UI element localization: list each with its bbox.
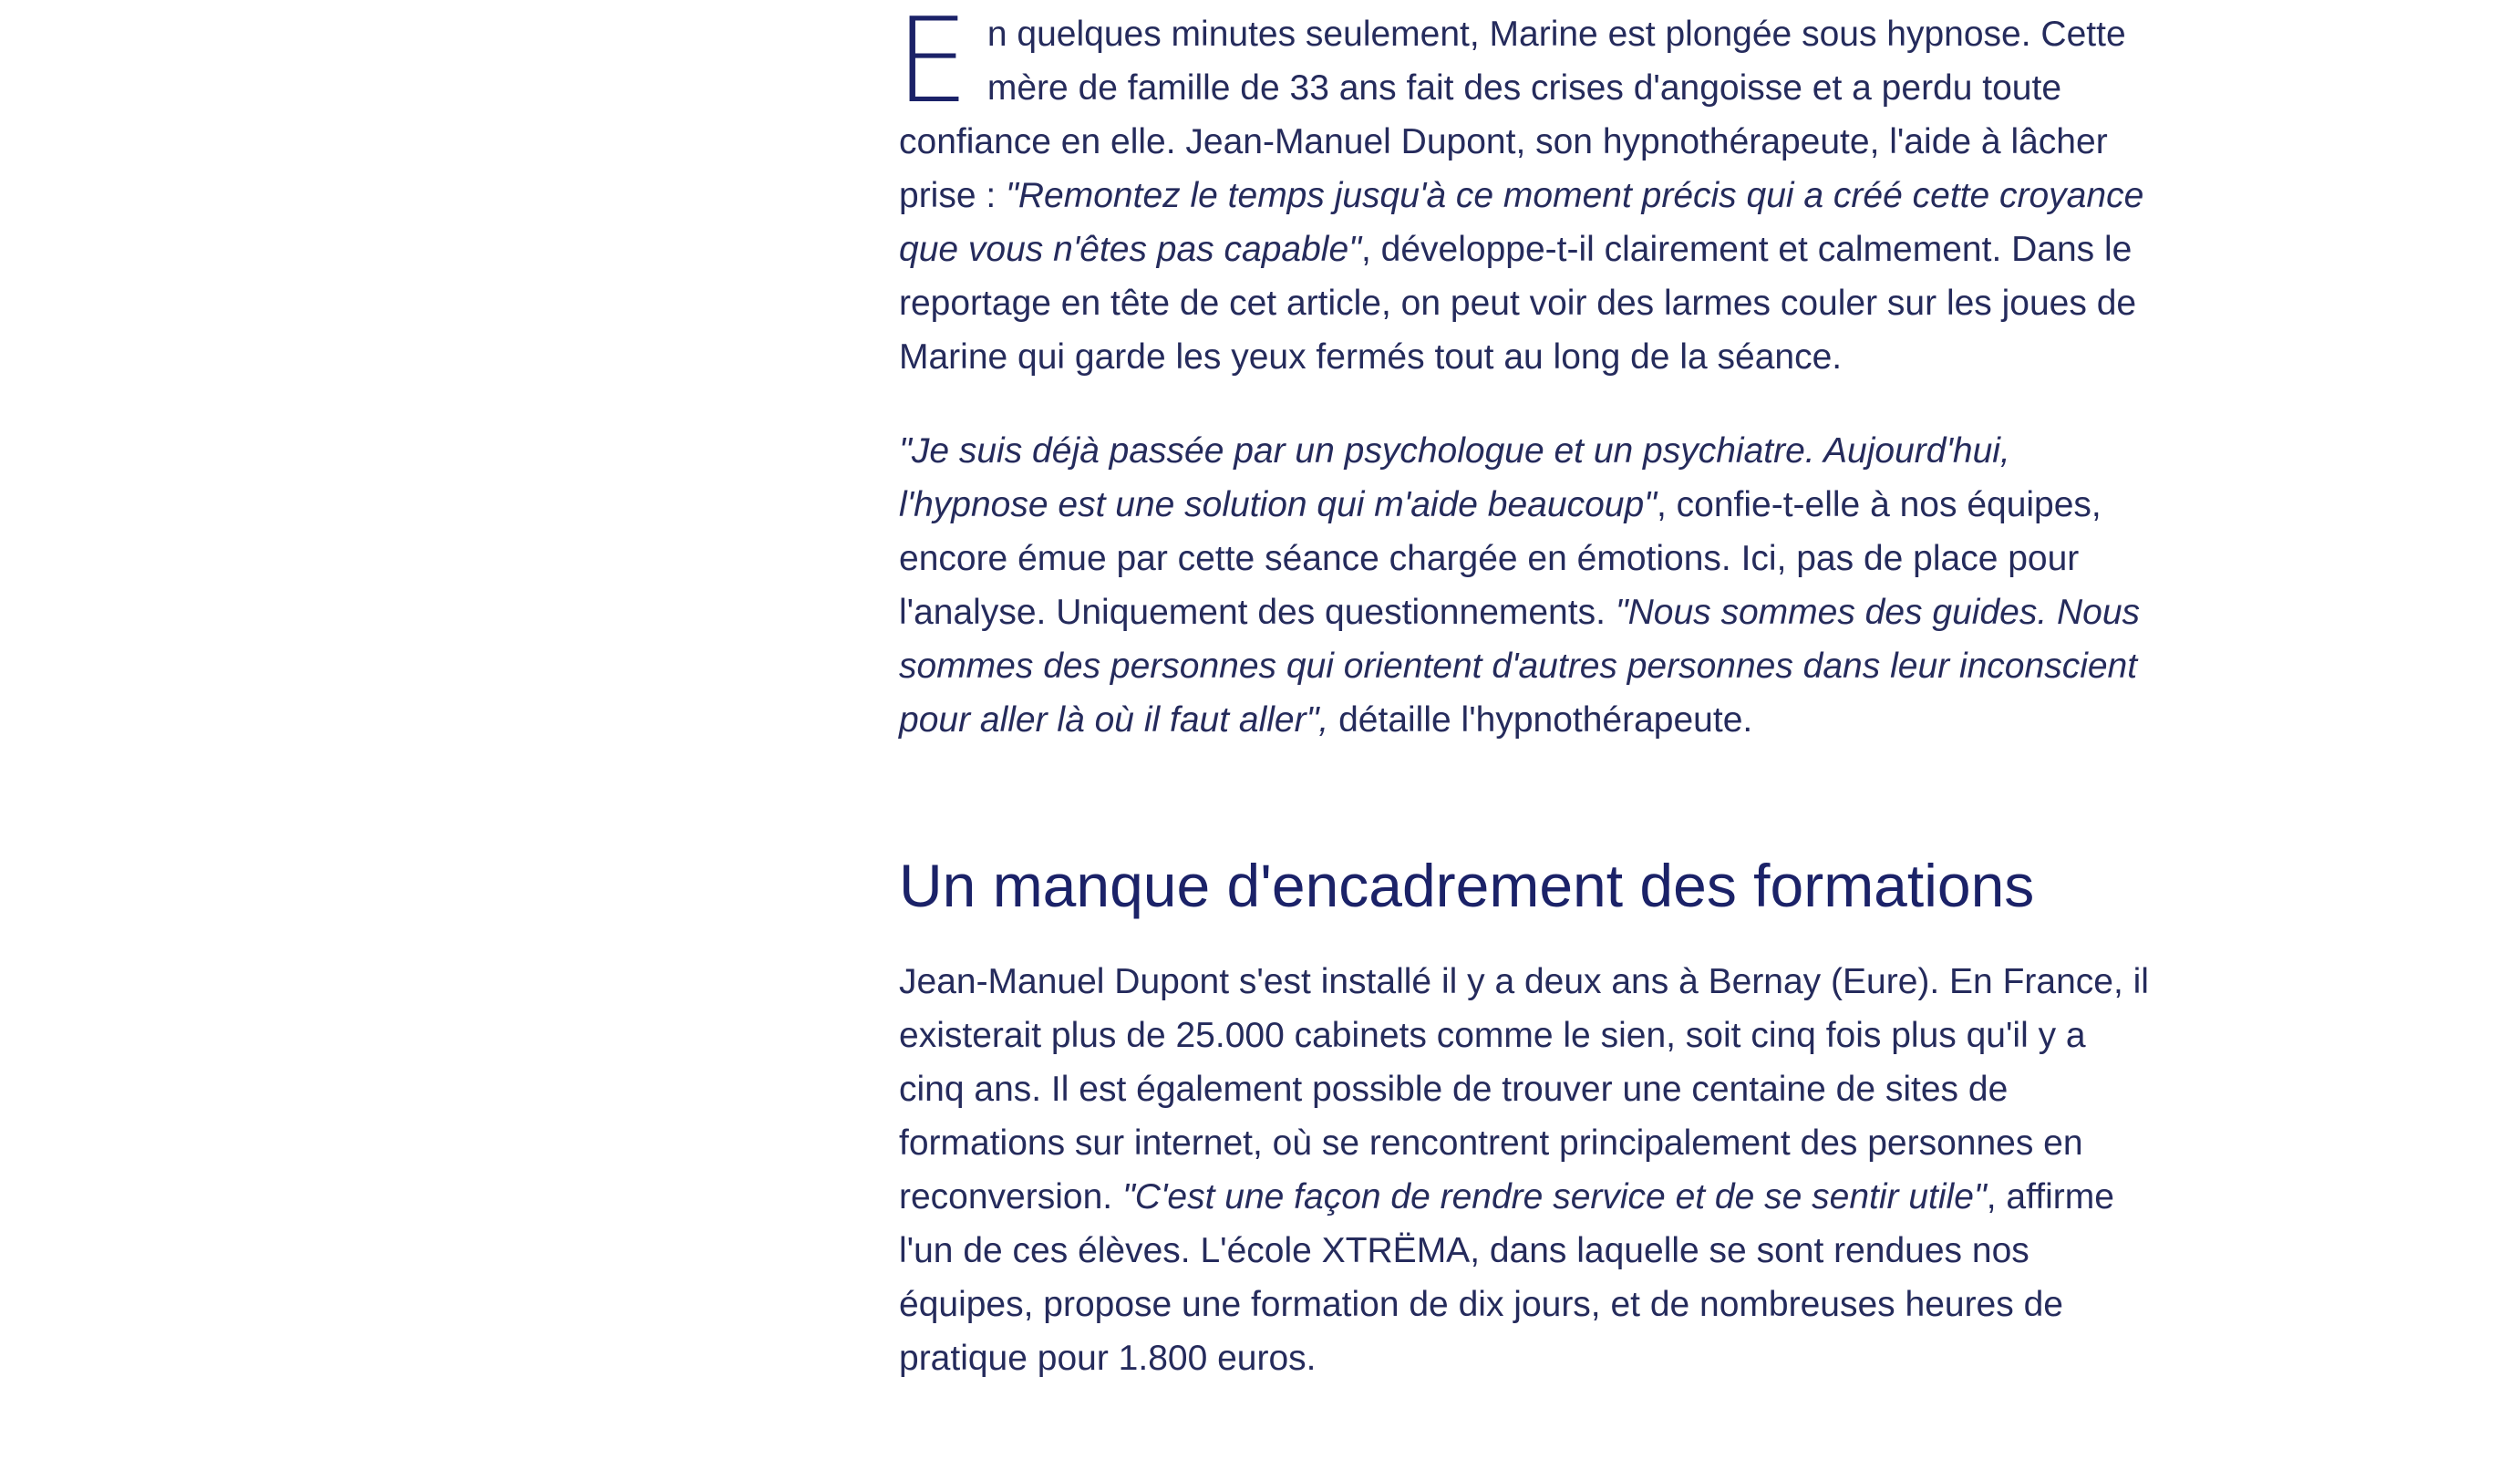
paragraph-text: , affirme l'un de ces élèves. L'école XTRËMA, dans laquelle se sont rendues nos équipes, propose une formation de dix jours, et de nombreuses heures de pratique pour 1.800 euros. <box>899 1177 2114 1378</box>
paragraph-testimony <box>899 424 2157 747</box>
quote: "Remontez le temps jusqu'à ce moment précis qui a créé cette croyance que vous n'êtes pas capable" <box>899 176 2144 269</box>
drop-cap: E <box>895 0 969 129</box>
paragraph-intro <box>895 0 2157 384</box>
paragraph-text: détaille l'hypnothérapeute. <box>1328 700 1753 740</box>
quote: "Je suis déjà passée par un psychologue et un psychiatre. Aujourd'hui, l'hypnose est une solution qui m'aide beaucoup" <box>899 431 2010 524</box>
article-body <box>895 0 2157 1385</box>
paragraph-text: n quelques minutes seulement, Marine est plongée sous hypnose. Cette mère de famille de 33 ans fait des crises d'angoisse et a perdu toute confiance en elle. Jean-Manuel Dupont, son hypnothérapeute, l'aide à lâcher prise : <box>899 15 2126 215</box>
quote: "Nous sommes des guides. Nous sommes des personnes qui orientent d'autres personnes dans leur inconscient pour aller là où il faut aller", <box>899 593 2141 740</box>
paragraph-text: , confie-t-elle à nos équipes, encore émue par cette séance chargée en émotions. Ici, pas de place pour l'analyse. Uniquement des questionnements. <box>899 485 2102 632</box>
paragraph-training <box>899 955 2157 1385</box>
quote: "C'est une façon de rendre service et de se sentir utile" <box>1121 1177 1987 1216</box>
paragraph-text: , développe-t-il clairement et calmement. Dans le reportage en tête de cet article, on peut voir des larmes couler sur les joues de Marine qui garde les yeux fermés tout au long de la séance. <box>899 230 2137 377</box>
section-heading: Un manque d'encadrement des formations <box>899 852 2035 919</box>
paragraph-text: Jean-Manuel Dupont s'est installé il y a deux ans à Bernay (Eure). En France, il existerait plus de 25.000 cabinets comme le sien, soit cinq fois plus qu'il y a cinq ans. Il est également possible de trouver une centaine de sites de formations sur internet, où se rencontrent principalement des personnes en reconversion. <box>899 962 2149 1216</box>
